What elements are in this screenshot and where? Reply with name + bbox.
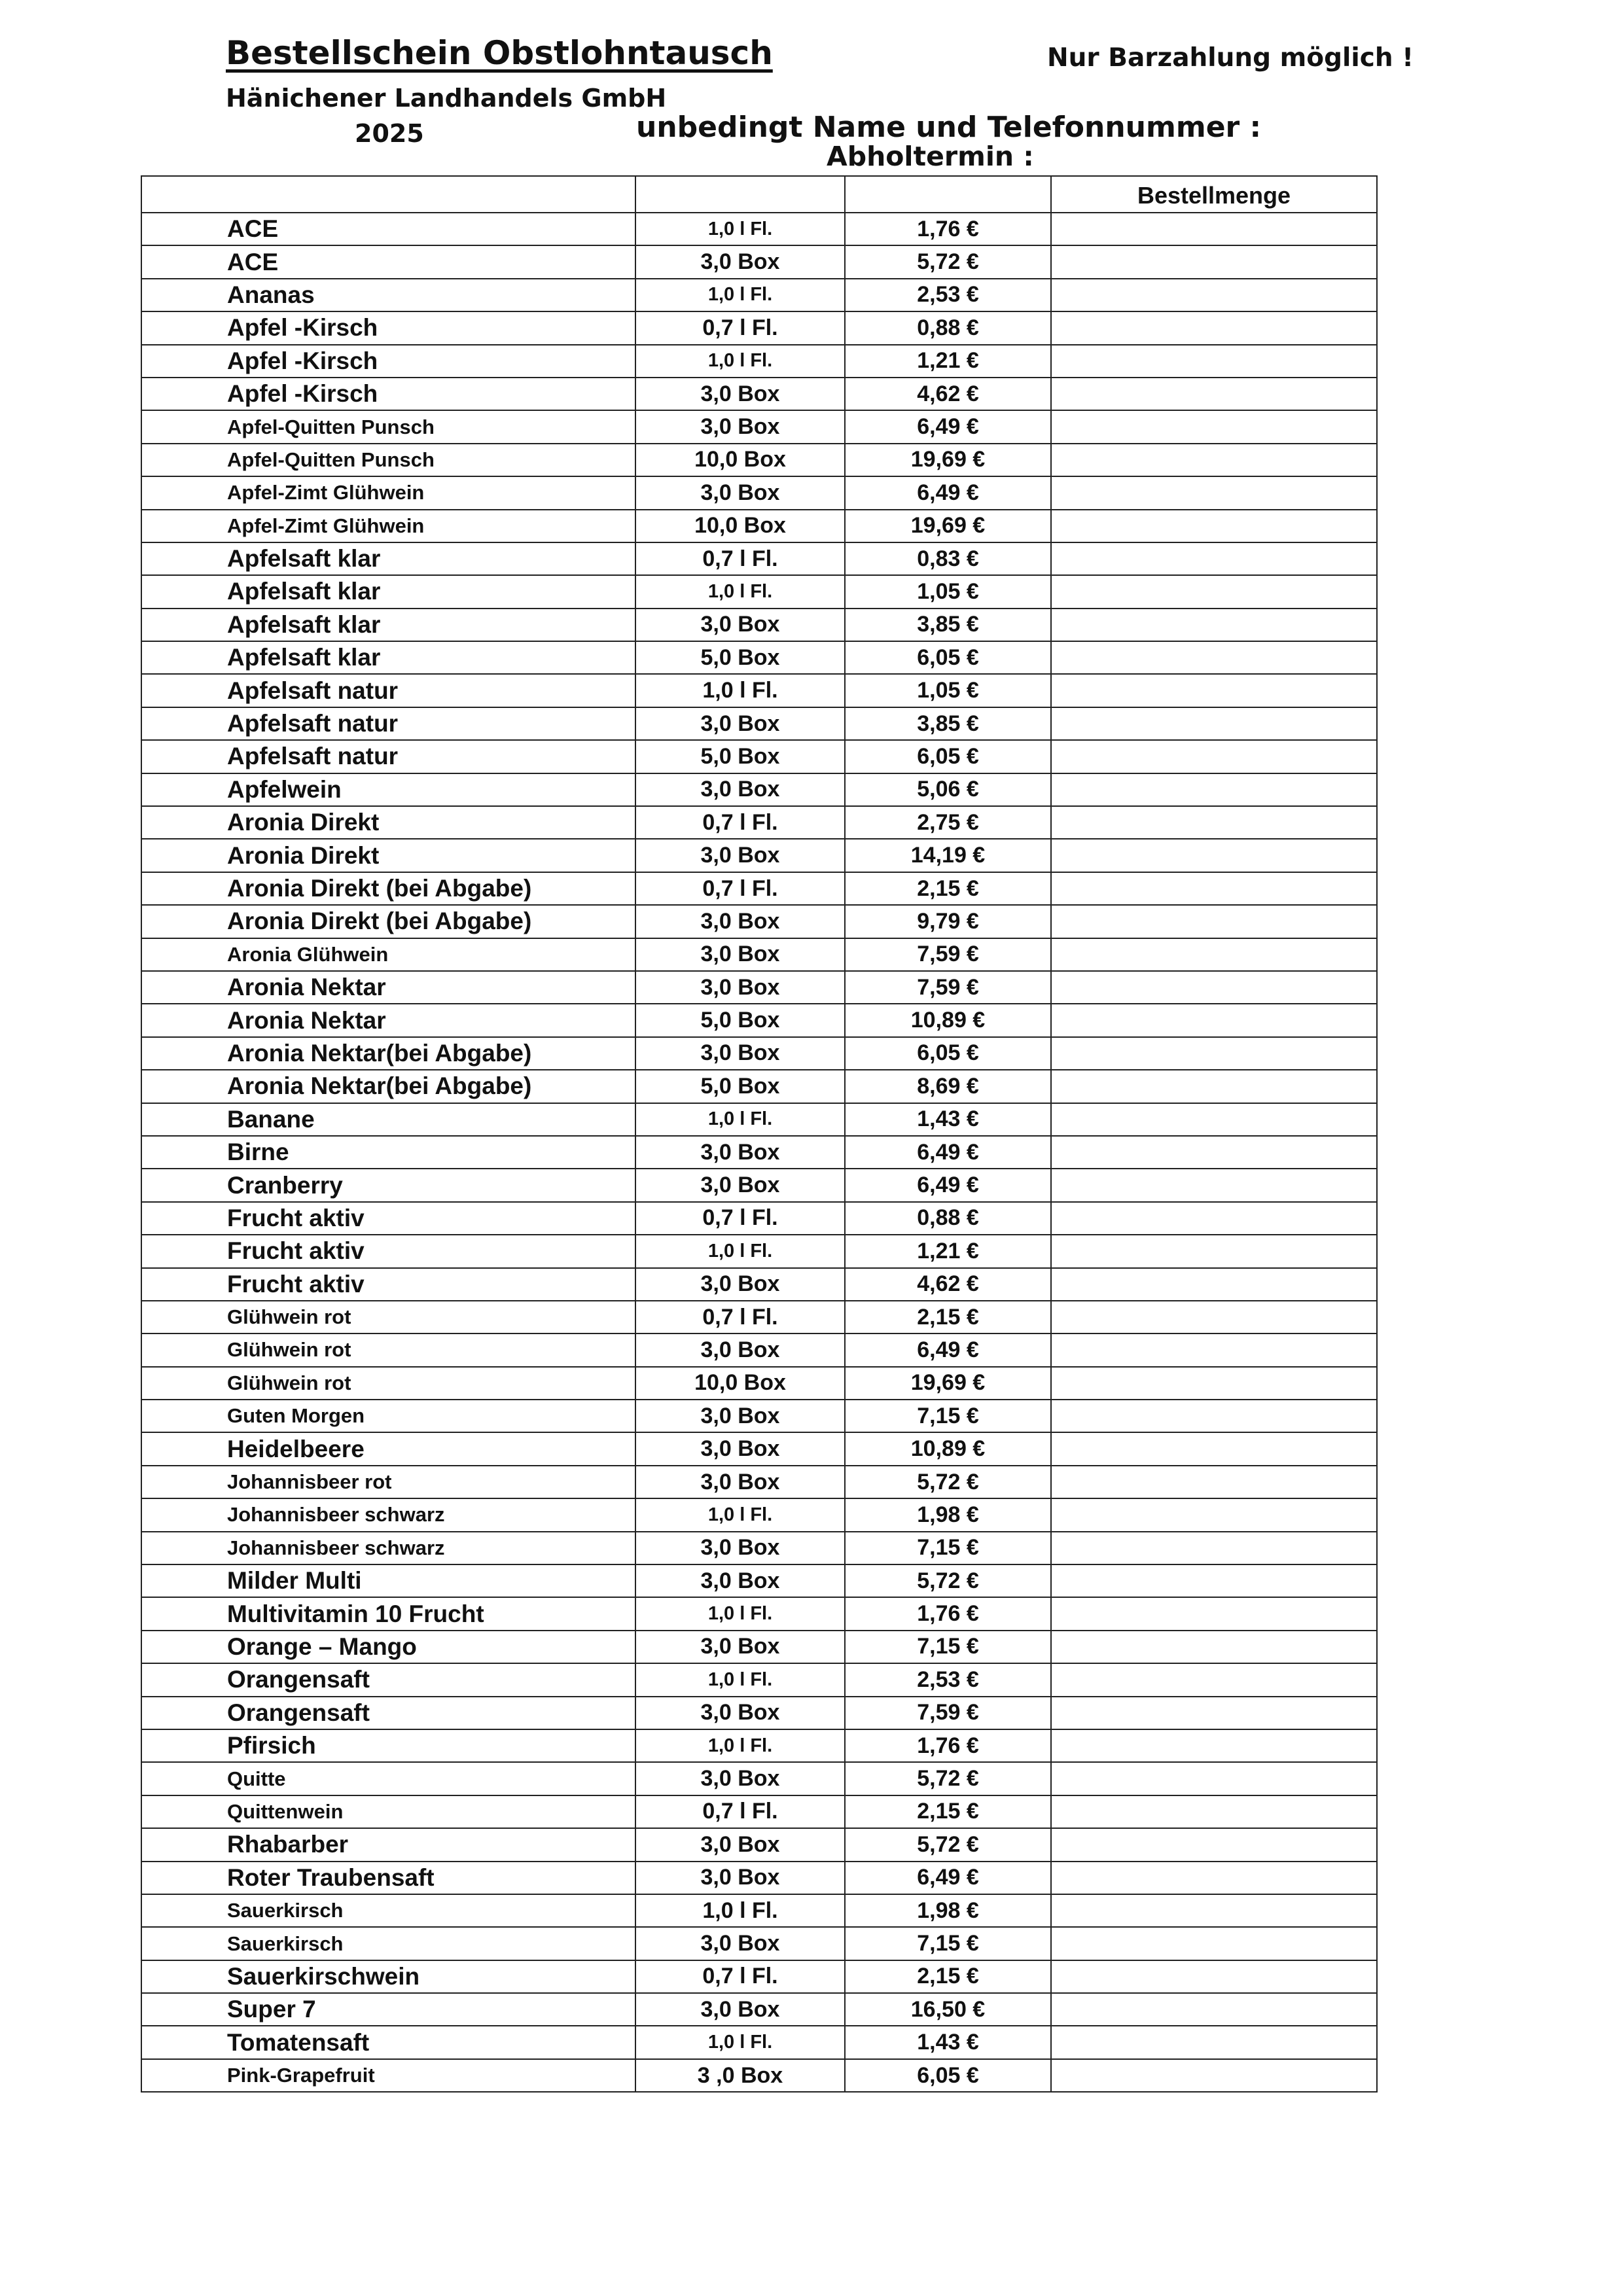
package-size: 1,0 l Fl. (635, 345, 845, 378)
package-size: 5,0 Box (635, 740, 845, 773)
unit-price: 5,72 € (845, 1762, 1051, 1795)
product-name: Orange – Mango (141, 1631, 635, 1663)
table-row (141, 213, 1377, 245)
unit-price: 19,69 € (845, 510, 1051, 542)
table-row (141, 1070, 1377, 1103)
order-quantity-cell[interactable] (1051, 1927, 1377, 1960)
table-row (141, 1631, 1377, 1663)
package-size: 3,0 Box (635, 1697, 845, 1729)
unit-price: 6,05 € (845, 740, 1051, 773)
package-size: 3,0 Box (635, 1631, 845, 1663)
product-name: Aronia Nektar (141, 971, 635, 1004)
unit-price: 1,05 € (845, 575, 1051, 608)
package-size: 1,0 l Fl. (635, 1103, 845, 1136)
unit-price: 16,50 € (845, 1993, 1051, 2026)
product-name: Frucht aktiv (141, 1235, 635, 1267)
unit-price: 2,15 € (845, 1301, 1051, 1333)
package-size: 10,0 Box (635, 444, 845, 476)
table-row (141, 1498, 1377, 1531)
unit-price: 0,83 € (845, 542, 1051, 575)
order-quantity-cell[interactable] (1051, 1169, 1377, 1201)
table-row (141, 1202, 1377, 1235)
table-row (141, 378, 1377, 410)
product-name: Milder Multi (141, 1564, 635, 1597)
product-name: Guten Morgen (141, 1400, 635, 1432)
product-name: Aronia Glühwein (141, 938, 635, 971)
package-size: 5,0 Box (635, 1004, 845, 1036)
column-header-product (141, 176, 635, 213)
product-name: Apfel -Kirsch (141, 311, 635, 344)
unit-price: 10,89 € (845, 1004, 1051, 1036)
unit-price: 7,59 € (845, 971, 1051, 1004)
package-size: 3,0 Box (635, 1432, 845, 1465)
unit-price: 6,49 € (845, 1862, 1051, 1894)
product-name: Orangensaft (141, 1697, 635, 1729)
column-header-order-quantity: Bestellmenge (1051, 176, 1377, 213)
product-name: Apfelsaft klar (141, 641, 635, 674)
product-name: Glühwein rot (141, 1301, 635, 1333)
product-name: Apfelsaft klar (141, 575, 635, 608)
order-quantity-cell[interactable] (1051, 1828, 1377, 1861)
product-name: Multivitamin 10 Frucht (141, 1597, 635, 1630)
order-quantity-cell[interactable] (1051, 1103, 1377, 1136)
order-quantity-cell[interactable] (1051, 1697, 1377, 1729)
order-quantity-cell[interactable] (1051, 1333, 1377, 1366)
package-size: 1,0 l Fl. (635, 213, 845, 245)
unit-price: 19,69 € (845, 444, 1051, 476)
order-quantity-cell[interactable] (1051, 410, 1377, 443)
order-quantity-cell[interactable] (1051, 245, 1377, 278)
product-name: Apfel-Quitten Punsch (141, 444, 635, 476)
product-name: Johannisbeer schwarz (141, 1532, 635, 1564)
product-name: Aronia Direkt (bei Abgabe) (141, 872, 635, 905)
product-name: Birne (141, 1136, 635, 1169)
order-quantity-cell[interactable] (1051, 1960, 1377, 1993)
table-row (141, 905, 1377, 938)
unit-price: 1,05 € (845, 674, 1051, 707)
order-quantity-cell[interactable] (1051, 938, 1377, 971)
product-name: Tomatensaft (141, 2026, 635, 2058)
package-size: 0,7 l Fl. (635, 1960, 845, 1993)
unit-price: 0,88 € (845, 1202, 1051, 1235)
table-row (141, 674, 1377, 707)
product-name: Quittenwein (141, 1795, 635, 1828)
table-row (141, 971, 1377, 1004)
table-row (141, 806, 1377, 839)
unit-price: 9,79 € (845, 905, 1051, 938)
table-row (141, 345, 1377, 378)
table-row (141, 1004, 1377, 1036)
unit-price: 6,49 € (845, 476, 1051, 509)
order-quantity-cell[interactable] (1051, 740, 1377, 773)
unit-price: 7,15 € (845, 1927, 1051, 1960)
unit-price: 1,43 € (845, 1103, 1051, 1136)
table-row (141, 839, 1377, 872)
package-size: 3,0 Box (635, 905, 845, 938)
package-size: 3,0 Box (635, 1268, 845, 1301)
package-size: 1,0 l Fl. (635, 575, 845, 608)
table-row (141, 1564, 1377, 1597)
package-size: 3,0 Box (635, 1333, 845, 1366)
table-row (141, 1927, 1377, 1960)
product-name: Johannisbeer schwarz (141, 1498, 635, 1531)
table-row (141, 1729, 1377, 1762)
order-quantity-cell[interactable] (1051, 1597, 1377, 1630)
table-row (141, 1432, 1377, 1465)
product-name: Glühwein rot (141, 1367, 635, 1400)
unit-price: 3,85 € (845, 609, 1051, 641)
unit-price: 7,15 € (845, 1631, 1051, 1663)
table-row (141, 2059, 1377, 2092)
package-size: 0,7 l Fl. (635, 1301, 845, 1333)
table-row (141, 444, 1377, 476)
product-name: Johannisbeer rot (141, 1466, 635, 1498)
product-name: Aronia Nektar(bei Abgabe) (141, 1070, 635, 1103)
package-size: 3,0 Box (635, 1136, 845, 1169)
package-size: 10,0 Box (635, 510, 845, 542)
order-quantity-cell[interactable] (1051, 872, 1377, 905)
package-size: 0,7 l Fl. (635, 806, 845, 839)
package-size: 3,0 Box (635, 1993, 845, 2026)
package-size: 1,0 l Fl. (635, 1597, 845, 1630)
package-size: 5,0 Box (635, 1070, 845, 1103)
table-row (141, 1960, 1377, 1993)
product-name: Orangensaft (141, 1663, 635, 1696)
unit-price: 1,98 € (845, 1894, 1051, 1927)
table-row (141, 707, 1377, 740)
product-name: Apfelsaft natur (141, 740, 635, 773)
unit-price: 2,15 € (845, 1960, 1051, 1993)
order-quantity-cell[interactable] (1051, 1136, 1377, 1169)
order-quantity-cell[interactable] (1051, 542, 1377, 575)
table-row (141, 1333, 1377, 1366)
order-quantity-cell[interactable] (1051, 905, 1377, 938)
unit-price: 1,43 € (845, 2026, 1051, 2058)
table-row (141, 1103, 1377, 1136)
unit-price: 6,49 € (845, 1136, 1051, 1169)
order-quantity-cell[interactable] (1051, 311, 1377, 344)
unit-price: 8,69 € (845, 1070, 1051, 1103)
order-quantity-cell[interactable] (1051, 1762, 1377, 1795)
order-quantity-cell[interactable] (1051, 1400, 1377, 1432)
table-row (141, 1037, 1377, 1070)
unit-price: 1,21 € (845, 1235, 1051, 1267)
package-size: 3,0 Box (635, 1927, 845, 1960)
unit-price: 7,15 € (845, 1532, 1051, 1564)
table-row (141, 575, 1377, 608)
product-name: Apfel -Kirsch (141, 345, 635, 378)
order-quantity-cell[interactable] (1051, 1004, 1377, 1036)
order-quantity-cell[interactable] (1051, 1663, 1377, 1696)
table-row (141, 641, 1377, 674)
product-name: Aronia Nektar(bei Abgabe) (141, 1037, 635, 1070)
order-quantity-cell[interactable] (1051, 1631, 1377, 1663)
table-row (141, 1268, 1377, 1301)
column-header-size (635, 176, 845, 213)
company-name: Hänichener Landhandels GmbH (226, 84, 667, 113)
cash-only-notice: Nur Barzahlung möglich ! (1047, 43, 1414, 73)
package-size: 10,0 Box (635, 1367, 845, 1400)
package-size: 3,0 Box (635, 773, 845, 806)
product-name: Sauerkirsch (141, 1894, 635, 1927)
table-row (141, 1597, 1377, 1630)
order-quantity-cell[interactable] (1051, 510, 1377, 542)
package-size: 3,0 Box (635, 707, 845, 740)
table-row (141, 1235, 1377, 1267)
unit-price: 1,98 € (845, 1498, 1051, 1531)
order-quantity-cell[interactable] (1051, 773, 1377, 806)
order-quantity-cell[interactable] (1051, 378, 1377, 410)
unit-price: 14,19 € (845, 839, 1051, 872)
order-quantity-cell[interactable] (1051, 1432, 1377, 1465)
table-row (141, 542, 1377, 575)
product-name: Apfelsaft natur (141, 707, 635, 740)
order-quantity-cell[interactable] (1051, 1037, 1377, 1070)
order-quantity-cell[interactable] (1051, 1498, 1377, 1531)
order-quantity-cell[interactable] (1051, 707, 1377, 740)
table-row (141, 245, 1377, 278)
table-row (141, 938, 1377, 971)
table-row (141, 1894, 1377, 1927)
order-quantity-cell[interactable] (1051, 575, 1377, 608)
package-size: 0,7 l Fl. (635, 542, 845, 575)
unit-price: 1,76 € (845, 1597, 1051, 1630)
product-name: Apfel-Zimt Glühwein (141, 476, 635, 509)
table-row (141, 311, 1377, 344)
table-row (141, 1532, 1377, 1564)
product-name: Glühwein rot (141, 1333, 635, 1366)
unit-price: 10,89 € (845, 1432, 1051, 1465)
product-name: Aronia Nektar (141, 1004, 635, 1036)
table-row (141, 1301, 1377, 1333)
table-row (141, 1795, 1377, 1828)
table-row (141, 476, 1377, 509)
order-quantity-cell[interactable] (1051, 971, 1377, 1004)
order-table (141, 175, 1378, 2093)
product-name: Aronia Direkt (bei Abgabe) (141, 905, 635, 938)
order-quantity-cell[interactable] (1051, 1564, 1377, 1597)
unit-price: 5,72 € (845, 1564, 1051, 1597)
package-size: 3,0 Box (635, 1828, 845, 1861)
package-size: 3,0 Box (635, 609, 845, 641)
unit-price: 6,49 € (845, 410, 1051, 443)
table-row (141, 1993, 1377, 2026)
product-name: ACE (141, 213, 635, 245)
unit-price: 1,76 € (845, 1729, 1051, 1762)
package-size: 1,0 l Fl. (635, 1894, 845, 1927)
order-quantity-cell[interactable] (1051, 1795, 1377, 1828)
unit-price: 7,59 € (845, 1697, 1051, 1729)
unit-price: 6,05 € (845, 641, 1051, 674)
product-name: Banane (141, 1103, 635, 1136)
order-quantity-cell[interactable] (1051, 641, 1377, 674)
table-row (141, 773, 1377, 806)
table-row (141, 279, 1377, 311)
unit-price: 4,62 € (845, 378, 1051, 410)
unit-price: 5,06 € (845, 773, 1051, 806)
order-quantity-cell[interactable] (1051, 1367, 1377, 1400)
package-size: 1,0 l Fl. (635, 2026, 845, 2058)
product-name: Apfel-Quitten Punsch (141, 410, 635, 443)
product-name: Sauerkirschwein (141, 1960, 635, 1993)
table-header-row (141, 176, 1377, 213)
package-size: 1,0 l Fl. (635, 1498, 845, 1531)
package-size: 5,0 Box (635, 641, 845, 674)
table-row (141, 1367, 1377, 1400)
product-name: Pfirsich (141, 1729, 635, 1762)
product-name: Roter Traubensaft (141, 1862, 635, 1894)
order-quantity-cell[interactable] (1051, 1301, 1377, 1333)
package-size: 3,0 Box (635, 1466, 845, 1498)
table-row (141, 872, 1377, 905)
product-name: Heidelbeere (141, 1432, 635, 1465)
unit-price: 2,75 € (845, 806, 1051, 839)
package-size: 1,0 l Fl. (635, 279, 845, 311)
package-size: 3,0 Box (635, 1400, 845, 1432)
table-row (141, 1762, 1377, 1795)
package-size: 3,0 Box (635, 1862, 845, 1894)
package-size: 1,0 l Fl. (635, 674, 845, 707)
unit-price: 5,72 € (845, 1466, 1051, 1498)
order-quantity-cell[interactable] (1051, 279, 1377, 311)
product-name: Apfelsaft natur (141, 674, 635, 707)
product-name: Ananas (141, 279, 635, 311)
package-size: 0,7 l Fl. (635, 1202, 845, 1235)
package-size: 3,0 Box (635, 476, 845, 509)
order-quantity-cell[interactable] (1051, 674, 1377, 707)
order-quantity-cell[interactable] (1051, 609, 1377, 641)
package-size: 0,7 l Fl. (635, 872, 845, 905)
package-size: 1,0 l Fl. (635, 1663, 845, 1696)
unit-price: 1,21 € (845, 345, 1051, 378)
table-row (141, 1169, 1377, 1201)
unit-price: 5,72 € (845, 245, 1051, 278)
order-quantity-cell[interactable] (1051, 1202, 1377, 1235)
name-phone-label: unbedingt Name und Telefonnummer : (636, 111, 1262, 144)
unit-price: 2,53 € (845, 1663, 1051, 1696)
order-quantity-cell[interactable] (1051, 1235, 1377, 1267)
table-row (141, 740, 1377, 773)
product-name: Apfelsaft klar (141, 609, 635, 641)
product-name: Aronia Direkt (141, 839, 635, 872)
package-size: 3,0 Box (635, 245, 845, 278)
product-name: Frucht aktiv (141, 1268, 635, 1301)
order-quantity-cell[interactable] (1051, 213, 1377, 245)
package-size: 3,0 Box (635, 839, 845, 872)
table-row (141, 1862, 1377, 1894)
table-row (141, 510, 1377, 542)
order-quantity-cell[interactable] (1051, 2026, 1377, 2058)
package-size: 3,0 Box (635, 1169, 845, 1201)
package-size: 3,0 Box (635, 378, 845, 410)
product-name: Apfel -Kirsch (141, 378, 635, 410)
package-size: 3,0 Box (635, 1762, 845, 1795)
pickup-date-label: Abholtermin : (827, 141, 1034, 167)
product-name: Apfelsaft klar (141, 542, 635, 575)
package-size: 3,0 Box (635, 938, 845, 971)
package-size: 3,0 Box (635, 410, 845, 443)
package-size: 0,7 l Fl. (635, 311, 845, 344)
unit-price: 2,15 € (845, 872, 1051, 905)
unit-price: 6,49 € (845, 1333, 1051, 1366)
table-row (141, 1466, 1377, 1498)
order-quantity-cell[interactable] (1051, 1993, 1377, 2026)
unit-price: 1,76 € (845, 213, 1051, 245)
package-size: 1,0 l Fl. (635, 1235, 845, 1267)
package-size: 1,0 l Fl. (635, 1729, 845, 1762)
table-row (141, 1663, 1377, 1696)
order-quantity-cell[interactable] (1051, 839, 1377, 872)
unit-price: 0,88 € (845, 311, 1051, 344)
unit-price: 3,85 € (845, 707, 1051, 740)
product-name: Rhabarber (141, 1828, 635, 1861)
product-name: Aronia Direkt (141, 806, 635, 839)
unit-price: 2,15 € (845, 1795, 1051, 1828)
table-row (141, 1400, 1377, 1432)
product-name: Apfel-Zimt Glühwein (141, 510, 635, 542)
year-label: 2025 (355, 119, 424, 148)
order-quantity-cell[interactable] (1051, 1894, 1377, 1927)
order-quantity-cell[interactable] (1051, 2059, 1377, 2092)
package-size: 3,0 Box (635, 1037, 845, 1070)
package-size: 3,0 Box (635, 1564, 845, 1597)
table-row (141, 609, 1377, 641)
product-name: Frucht aktiv (141, 1202, 635, 1235)
product-name: Pink-Grapefruit (141, 2059, 635, 2092)
unit-price: 6,05 € (845, 2059, 1051, 2092)
unit-price: 2,53 € (845, 279, 1051, 311)
order-quantity-cell[interactable] (1051, 1532, 1377, 1564)
order-quantity-cell[interactable] (1051, 1268, 1377, 1301)
product-name: Sauerkirsch (141, 1927, 635, 1960)
package-size: 3,0 Box (635, 971, 845, 1004)
unit-price: 6,05 € (845, 1037, 1051, 1070)
unit-price: 7,59 € (845, 938, 1051, 971)
table-row (141, 410, 1377, 443)
table-row (141, 1828, 1377, 1861)
unit-price: 6,49 € (845, 1169, 1051, 1201)
unit-price: 4,62 € (845, 1268, 1051, 1301)
column-header-price (845, 176, 1051, 213)
order-quantity-cell[interactable] (1051, 806, 1377, 839)
product-name: Cranberry (141, 1169, 635, 1201)
product-name: Apfelwein (141, 773, 635, 806)
unit-price: 19,69 € (845, 1367, 1051, 1400)
unit-price: 5,72 € (845, 1828, 1051, 1861)
order-quantity-cell[interactable] (1051, 444, 1377, 476)
order-quantity-cell[interactable] (1051, 1070, 1377, 1103)
table-row (141, 1697, 1377, 1729)
unit-price: 7,15 € (845, 1400, 1051, 1432)
product-name: ACE (141, 245, 635, 278)
order-quantity-cell[interactable] (1051, 345, 1377, 378)
package-size: 3 ,0 Box (635, 2059, 845, 2092)
package-size: 3,0 Box (635, 1532, 845, 1564)
product-name: Super 7 (141, 1993, 635, 2026)
table-row (141, 1136, 1377, 1169)
order-quantity-cell[interactable] (1051, 1862, 1377, 1894)
order-quantity-cell[interactable] (1051, 476, 1377, 509)
order-quantity-cell[interactable] (1051, 1466, 1377, 1498)
page-title: Bestellschein Obstlohntausch (226, 34, 773, 72)
package-size: 0,7 l Fl. (635, 1795, 845, 1828)
product-name: Quitte (141, 1762, 635, 1795)
table-row (141, 2026, 1377, 2058)
order-quantity-cell[interactable] (1051, 1729, 1377, 1762)
